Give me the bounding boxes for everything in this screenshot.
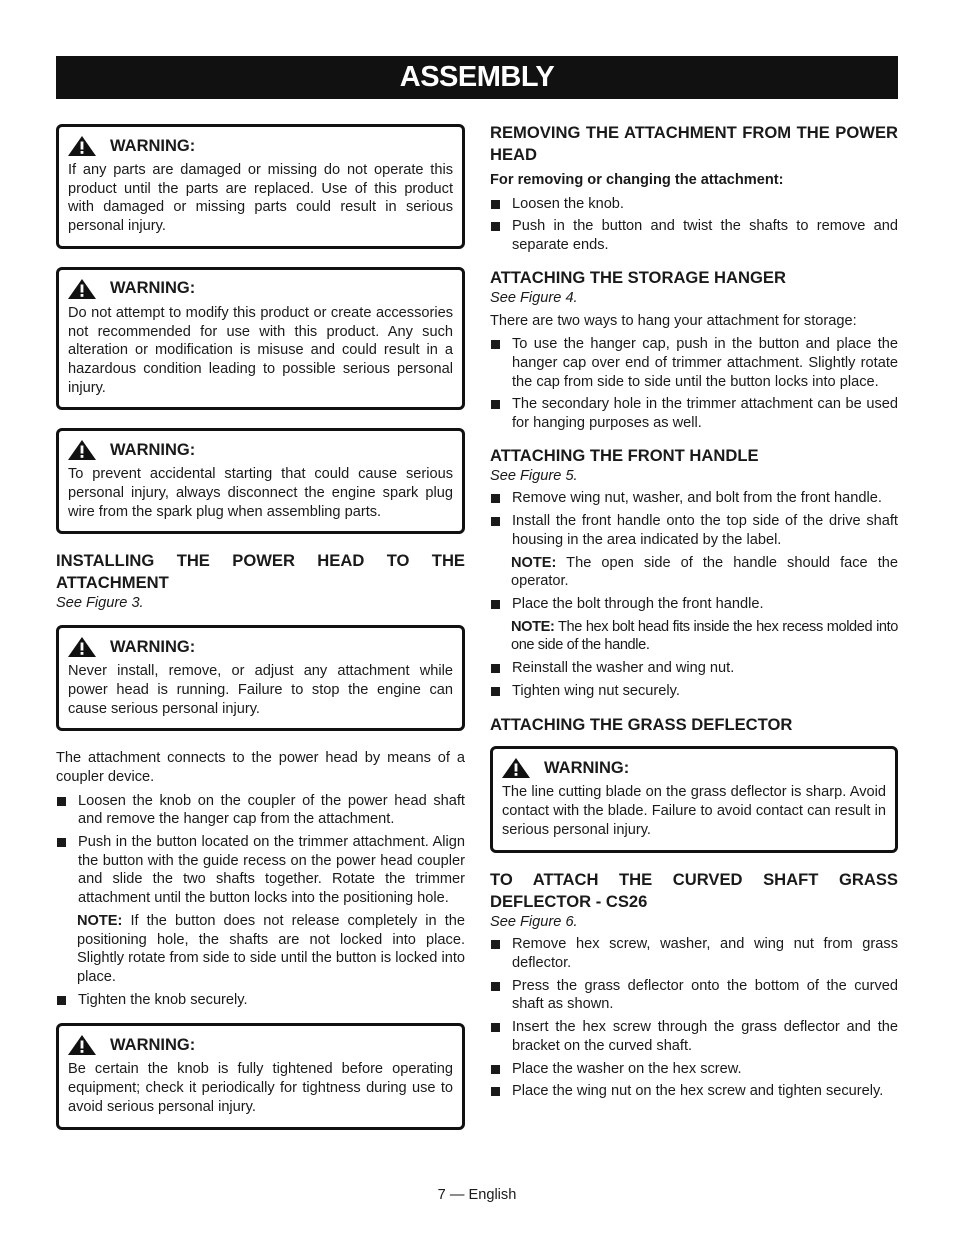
section-heading-removing: REMOVING THE ATTACHMENT FROM THE POWER HEAD <box>490 123 898 164</box>
section-heading-grass-deflector: ATTACHING THE GRASS DEFLECTOR <box>490 715 793 735</box>
hanger-steps <box>490 335 898 433</box>
install-note <box>56 912 465 987</box>
warning-triangle-icon <box>68 136 96 156</box>
right-column <box>490 122 898 1105</box>
warning-triangle-icon <box>68 279 96 299</box>
install-intro: The attachment connects to the power head by means of a coupler device. <box>56 750 465 785</box>
figure-reference: See Figure 3. <box>56 595 144 612</box>
hanger-intro: There are two ways to hang your attachment for storage: <box>490 312 857 329</box>
list-item: Push in the button and twist the shafts to remove and separate ends. <box>490 217 898 254</box>
list-item: Place the washer on the hex screw. <box>490 1060 898 1079</box>
list-item: The secondary hole in the trimmer attachment can be used for hanging purposes as well. <box>490 395 898 432</box>
list-item: Place the wing nut on the hex screw and tighten securely. <box>490 1082 898 1101</box>
warning-text: Do not attempt to modify this product or create accessories not recommended for use with this product. Any such alteration or modification is misuse and could result in a hazardous condition leading to possible serious personal injury. <box>68 304 453 396</box>
handle-steps-end <box>490 659 898 700</box>
handle-steps <box>490 489 898 549</box>
list-item: Press the grass deflector onto the bottom of the curved shaft as shown. <box>490 977 898 1014</box>
warning-text: To prevent accidental starting that could cause serious personal injury, always disconnect the engine spark plug wire from the spark plug when assembling parts. <box>68 466 453 520</box>
warning-box <box>56 428 465 534</box>
install-steps-cont <box>56 991 465 1010</box>
warning-box <box>56 124 465 249</box>
warning-header <box>68 1034 453 1056</box>
list-item: Tighten the knob securely. <box>56 991 465 1010</box>
list-item: Loosen the knob on the coupler of the power head shaft and remove the hanger cap from the attachment. <box>56 792 465 829</box>
note-label: NOTE: <box>511 618 555 635</box>
curved-steps <box>490 935 898 1101</box>
warning-triangle-icon <box>68 1035 96 1055</box>
warning-triangle-icon <box>502 758 530 778</box>
section-heading-installing: INSTALLING THE POWER HEAD TO THE ATTACHMENT <box>56 551 465 593</box>
list-item: Insert the hex screw through the grass deflector and the bracket on the curved shaft. <box>490 1018 898 1055</box>
list-item: Push in the button located on the trimmer attachment. Align the button with the guide recess on the power head coupler and slide the two shafts together. Rotate the trimmer attachment until the button locks into the positioning hole. <box>56 833 465 908</box>
remove-steps <box>490 195 898 255</box>
list-item: Reinstall the washer and wing nut. <box>490 659 898 678</box>
warning-text: Never install, remove, or adjust any attachment while power head is running. Failure to stop the engine can cause serious personal injury. <box>68 663 453 717</box>
figure-reference: See Figure 5. <box>490 467 578 484</box>
note-label: NOTE: <box>77 912 123 929</box>
note-text: The hex bolt head fits inside the hex recess molded into one side of the handle. <box>511 618 898 654</box>
list-item: Remove hex screw, washer, and wing nut from grass deflector. <box>490 935 898 972</box>
warning-label: WARNING: <box>110 637 196 656</box>
list-item: Place the bolt through the front handle. <box>490 595 898 614</box>
warning-box <box>56 625 465 731</box>
list-item: Tighten wing nut securely. <box>490 682 898 701</box>
warning-header <box>68 636 453 658</box>
list-item: Remove wing nut, washer, and bolt from the front handle. <box>490 489 898 508</box>
section-heading-front-handle: ATTACHING THE FRONT HANDLE <box>490 445 759 465</box>
warning-text: If any parts are damaged or missing do not operate this product until the parts are replaced. Use of this product with damaged or missing parts could result in serious personal injury. <box>68 162 453 235</box>
warning-label: WARNING: <box>110 1036 196 1055</box>
list-item: Loosen the knob. <box>490 195 898 214</box>
warning-label: WARNING: <box>110 440 196 459</box>
left-column <box>56 124 465 1148</box>
warning-text: The line cutting blade on the grass deflector is sharp. Avoid contact with the blade. Failure to avoid contact can result in serious personal injury. <box>502 784 886 838</box>
remove-lead: For removing or changing the attachment: <box>490 172 784 188</box>
handle-note <box>490 554 898 591</box>
section-heading-hanger: ATTACHING THE STORAGE HANGER <box>490 267 786 287</box>
warning-label: WARNING: <box>110 279 196 298</box>
note-text: The open side of the handle should face the operator. <box>511 554 898 590</box>
list-item: To use the hanger cap, push in the button and place the hanger cap over end of trimmer attachment. Slightly rotate the cap from side to side until the button locks into place. <box>490 335 898 391</box>
warning-box <box>56 1023 465 1129</box>
install-steps <box>56 792 465 908</box>
note-text: If the button does not release completely in the positioning hole, the shafts are not locked into place. Slightly rotate from side to side until the button is locked into place. <box>77 912 465 985</box>
page-footer: 7 — English <box>437 1187 517 1203</box>
warning-triangle-icon <box>68 637 96 657</box>
warning-text: Be certain the knob is fully tightened before operating equipment; check it periodically for tightness during use to avoid serious personal injury. <box>68 1061 453 1115</box>
warning-header <box>502 757 886 779</box>
warning-triangle-icon <box>68 440 96 460</box>
figure-reference: See Figure 4. <box>490 289 578 306</box>
warning-box <box>490 746 898 852</box>
handle-steps-cont <box>490 595 898 614</box>
page-title: ASSEMBLY <box>56 56 898 99</box>
warning-box <box>56 267 465 411</box>
warning-label: WARNING: <box>110 136 196 155</box>
warning-header <box>68 278 453 300</box>
note-label: NOTE: <box>511 554 557 571</box>
warning-header <box>68 135 453 157</box>
section-heading-curved-shaft: TO ATTACH THE CURVED SHAFT GRASS DEFLECTOR - CS26 <box>490 869 898 911</box>
handle-note <box>490 618 898 655</box>
warning-header <box>68 439 453 461</box>
list-item: Install the front handle onto the top side of the drive shaft housing in the area indicated by the label. <box>490 512 898 549</box>
figure-reference: See Figure 6. <box>490 913 578 930</box>
warning-label: WARNING: <box>544 759 630 778</box>
